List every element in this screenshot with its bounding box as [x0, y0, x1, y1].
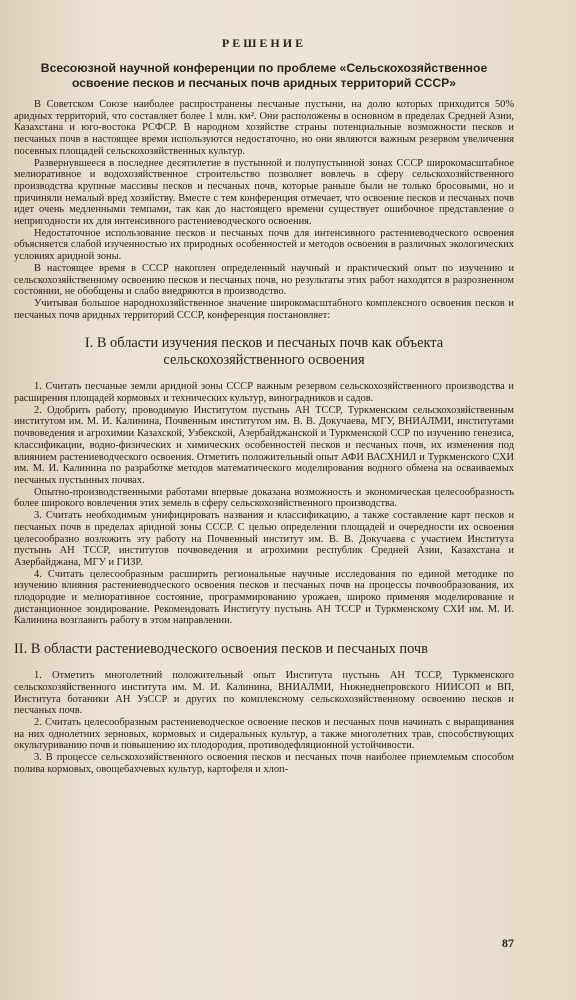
subtitle-line: Всесоюзной научной конференции по проблеме «Сельскохозяйственное — [40, 61, 488, 75]
section-1-paragraph: 3. Считать необходимым унифицировать названия и классификацию, а также составление карт песков и песчаных почв в пределах аридной зоны СССР. С целью определения площадей и очередности их освоения целесообразно возложить эту работу на Почвенный институт им. В. В. Докучаева с участием Института пустынь АН ТССР, институтов почвоведения и агрохимии республик Средней Азии, Казахстана и Азербайджана, МГУ и ГИЗР. — [14, 510, 514, 568]
section-2-paragraph: 3. В процессе сельскохозяйственного освоения песков и песчаных почв наиболее приемлемым способом полива кормовых, овощебахчевых культур, картофеля и хлоп- — [14, 752, 514, 775]
page-number: 87 — [502, 936, 514, 950]
subtitle-line: освоение песков и песчаных почв аридных территорий СССР» — [71, 76, 457, 90]
document-subtitle — [14, 61, 514, 91]
section-1-paragraph: 1. Считать песчаные земли аридной зоны СССР важным резервом сельскохозяйственного производства и расширения площадей кормовых и технических культур, виноградников и садов. — [14, 381, 514, 405]
section-2-title: II. В области растениеводческого освоения песков и песчаных почв — [14, 641, 428, 658]
intro-paragraph: В настоящее время в СССР накоплен определенный научный и практический опыт по изучению и сельскохозяйственному освоению песков и песчаных почв, но результаты этих работ находятся в разрозненном состоянии, не обобщены и слабо внедряются в производство. — [14, 262, 514, 298]
intro-section — [14, 99, 514, 321]
section-1-paragraph: 2. Одобрить работу, проводимую Институтом пустынь АН ТССР, Туркменским сельскохозяйственным институтом им. М. И. Калинина, Почвенным институтом им. В. В. Докучаева, МГУ, ВНИАЛМИ, институтами почвоведения и агрохимии Казахской, Узбекской, Азербайджанской и Туркменской ССР по изучению генезиса, классификации, водно-физических и химических особенностей песков и песчаных почв, их изменения под влиянием растениеводческого освоения. Отметить положительный опыт АФИ ВАСХНИЛ и Туркменского СХИ им. М. И. Калинина по разработке методов математического моделирования водного обмена на осваиваемых песчаных пустынных почвах. — [14, 404, 514, 486]
section-1-title: I. В области изучения песков и песчаных почв как объекта сельскохозяйственного освоения — [84, 335, 444, 369]
intro-paragraph: В Советском Союзе наиболее распространены песчаные пустыни, на долю которых приходится 50% аридных территорий, что составляет более 1 млн. км². Они расположены в основном в пределах Средней Азии, Казахстана и юго-востока РСФСР. В народном хозяйстве страны потенциальные возможности песков и песчаных почв в настоящее время используются недостаточно, но они являются важным резервом увеличения посевных площадей сельскохозяйственных культур. — [14, 99, 514, 157]
intro-paragraph: Недостаточное использование песков и песчаных почв для интенсивного растениеводческого освоения объясняется слабой изученностью их природных особенностей и методов освоения в различных экологических условиях аридной зоны. — [14, 227, 514, 263]
section-1 — [14, 335, 514, 627]
section-2-paragraph: 1. Отметить многолетний положительный опыт Института пустынь АН ТССР, Туркменского сельскохозяйственного института им. М. И. Калинина, ВНИАЛМИ, Нижнеднепровского НИИСОП и ВП, Института ботаники АН УзССР и других по комплексному сельскохозяйственному освоению песков и песчаных почв. — [14, 670, 514, 717]
section-1-paragraph: 4. Считать целесообразным расширить региональные научные исследования по единой методике по изучению влияния растениеводческого освоения песков и песчаных почв на процессы почвообразования, их плодородие и мелиоративное состояние, программированию урожаев, широко применяя моделирование и дистанционное зондирование. Рекомендовать Институту пустынь АН ТССР и Туркменскому СХИ им. М. И. Калинина возглавить работу в этом направлении. — [14, 568, 514, 627]
section-1-paragraph: Опытно-производственными работами впервые доказана возможность и экономическая целесообразность более широкого вовлечения этих земель в сферу сельскохозяйственного производства. — [14, 486, 514, 510]
document-heading: РЕШЕНИЕ — [221, 36, 307, 50]
intro-paragraph: Учитывая большое народнохозяйственное значение широкомасштабного комплексного освоения песков и песчаных почв аридных территорий СССР, конференция постановляет: — [14, 297, 514, 321]
section-2-paragraph: 2. Считать целесообразным растениеводческое освоение песков и песчаных почв начинать с выращивания на них однолетних зерновых, кормовых и сидеральных культур, а также многолетних трав, способствующих окультуриванию почв и повышению их плодородия, противодефляционной устойчивости. — [14, 716, 514, 752]
section-2 — [14, 641, 514, 775]
intro-paragraph: Развернувшееся в последнее десятилетие в пустынной и полупустынной зонах СССР широкомасштабное мелиоративное и водохозяйственное строительство позволяет вовлечь в сферу сельскохозяйственного производства крупные массивы песков и песчаных почв, которые раньше были не только бросовыми, но и причиняли немалый вред хозяйству. Вместе с тем конференция отмечает, что освоение песков и песчаных почв идет очень медленными темпами, так как до настоящего времени существует ошибочное представление о непригодности их для интенсивного растениеводческого освоения. — [14, 157, 514, 228]
